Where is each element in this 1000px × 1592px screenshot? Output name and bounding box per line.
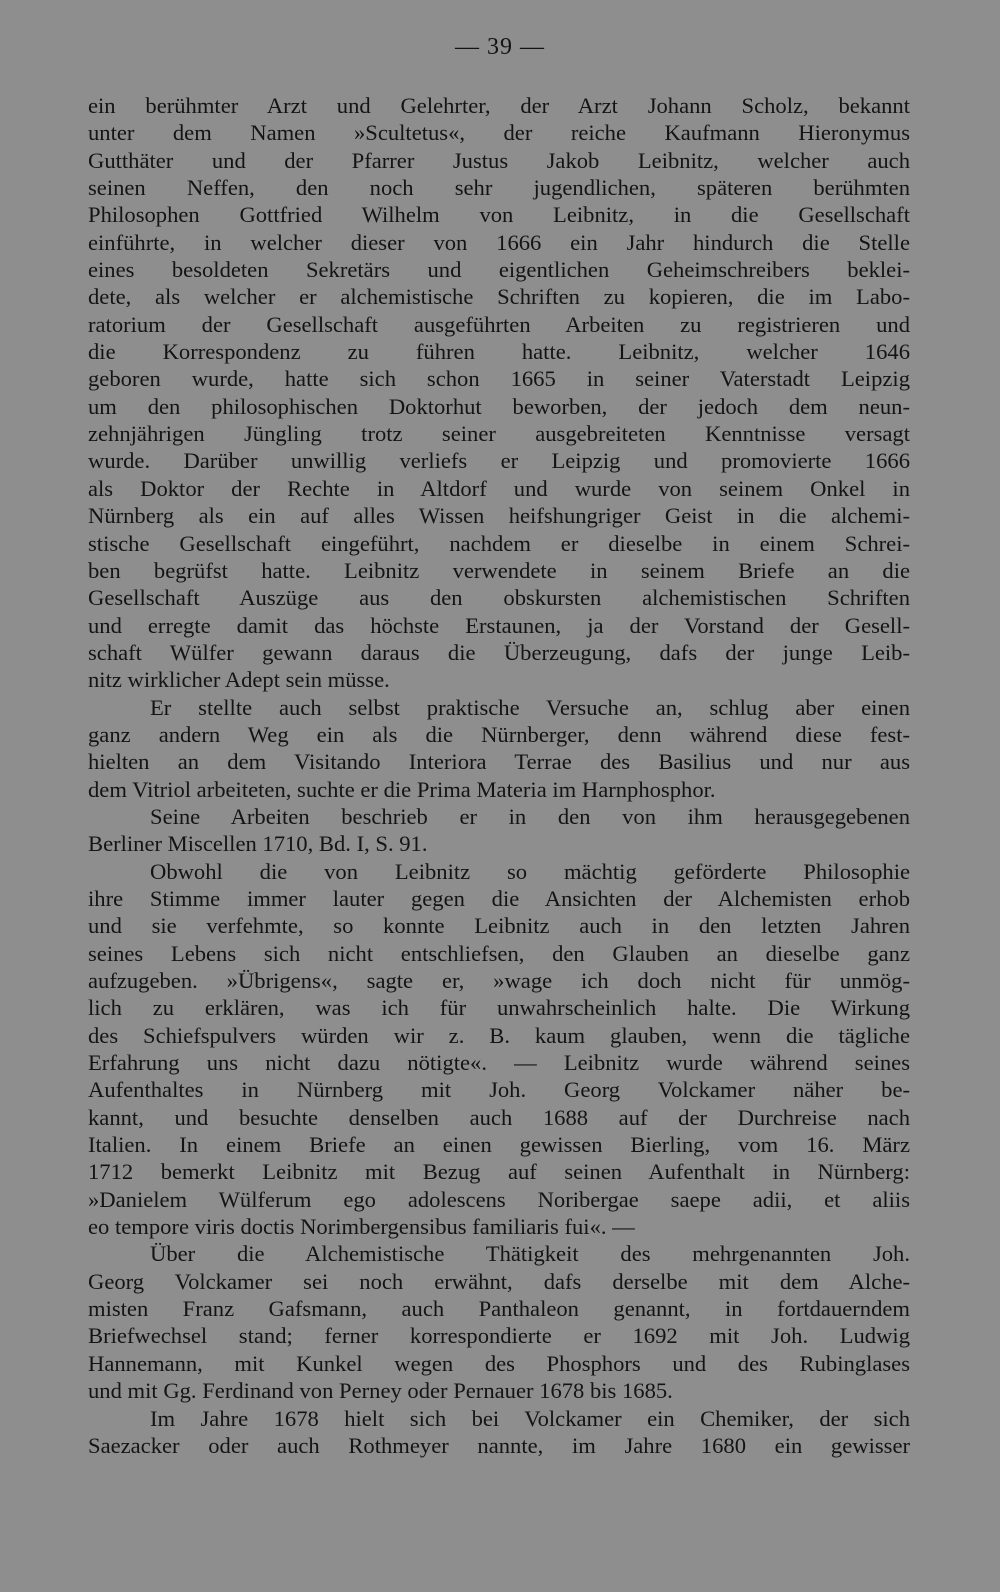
text-line: dem Vitriol arbeiteten, suchte er die Prima Materia im Harnphosphor. [88,776,716,802]
text-line: ein berühmter Arzt und Gelehrter, der Arzt Johann Scholz, bekannt [88,93,910,118]
text-line: des Schiefspulvers würden wir z. B. kaum glauben, wenn die tägliche [88,1022,910,1048]
text-line: misten Franz Gafsmann, auch Panthaleon genannt, in fortdauerndem [88,1296,910,1322]
body-text [88,92,910,1459]
text-line: Hannemann, mit Kunkel wegen des Phosphors und des Rubinglases [88,1350,910,1376]
text-line: eines besoldeten Sekretärs und eigentlichen Geheimschreibers beklei- [88,257,910,283]
text-line: dete, als welcher er alchemistische Schriften zu kopieren, die im Labo- [88,284,910,310]
text-line: ganz andern Weg ein als die Nürnberger, denn während diese fest- [88,721,910,747]
text-line: Aufenthaltes in Nürnberg mit Joh. Georg Volckamer näher be- [88,1077,910,1103]
text-line: wurde. Darüber unwillig verliefs er Leipzig und promovierte 1666 [88,448,910,474]
text-line: aufzugeben. »Übrigens«, sagte er, »wage ich doch nicht für unmög- [88,968,910,993]
text-line: seines Lebens sich nicht entschliefsen, den Glauben an dieselbe ganz [88,940,910,966]
text-line: Saezacker oder auch Rothmeyer nannte, im Jahre 1680 ein gewisser [88,1432,910,1458]
text-line: die Korrespondenz zu führen hatte. Leibnitz, welcher 1646 [88,339,910,365]
text-line: unter dem Namen »Scultetus«, der reiche Kaufmann Hieronymus [88,120,910,146]
text-line: Gesellschaft Auszüge aus den obskursten alchemistischen Schriften [88,585,910,611]
text-line: Gutthäter und der Pfarrer Justus Jakob Leibnitz, welcher auch [88,147,910,173]
text-line: stische Gesellschaft eingeführt, nachdem er dieselbe in einem Schrei- [88,530,910,556]
text-line: als Doktor der Rechte in Altdorf und wurde von seinem Onkel in [88,475,910,501]
text-line: zehnjährigen Jüngling trotz seiner ausgebreiteten Kenntnisse versagt [88,421,910,447]
text-line: Er stellte auch selbst praktische Versuche an, schlug aber einen [150,694,910,720]
text-line: eo tempore viris doctis Norimbergensibus familiaris fui«. — [88,1214,635,1240]
text-line: ihre Stimme immer lauter gegen die Ansichten der Alchemisten erhob [88,885,910,911]
text-line: Über die Alchemistische Thätigkeit des mehrgenannten Joh. [150,1241,910,1267]
text-line: einführte, in welcher dieser von 1666 ein Jahr hindurch die Stelle [88,229,910,255]
text-line: nitz wirklicher Adept sein müsse. [88,667,390,693]
text-line: geboren wurde, hatte sich schon 1665 in seiner Vaterstadt Leipzig [88,366,910,392]
text-line: »Danielem Wülferum ego adolescens Noribergae saepe adii, et aliis [88,1186,910,1212]
text-line: seinen Neffen, den noch sehr jugendlichen, späteren berühmten [88,175,910,201]
text-line: lich zu erklären, was ich für unwahrscheinlich halte. Die Wirkung [88,995,910,1021]
text-line: Obwohl die von Leibnitz so mächtig geförderte Philosophie [150,858,910,884]
text-line: und mit Gg. Ferdinand von Perney oder Pernauer 1678 bis 1685. [88,1378,673,1404]
text-line: 1712 bemerkt Leibnitz mit Bezug auf seinen Aufenthalt in Nürnberg: [88,1159,910,1185]
text-line: Berliner Miscellen 1710, Bd. I, S. 91. [88,831,428,857]
text-line: Nürnberg als ein auf alles Wissen heifshungriger Geist in die alchemi- [88,503,910,529]
text-line: ratorium der Gesellschaft ausgeführten Arbeiten zu registrieren und [88,311,910,337]
text-line: um den philosophischen Doktorhut beworben, der jedoch dem neun- [88,393,910,419]
text-line: Georg Volckamer sei noch erwähnt, dafs derselbe mit dem Alche- [88,1268,910,1294]
text-line: und sie verfehmte, so konnte Leibnitz auch in den letzten Jahren [88,913,910,939]
text-line: ben begrüfst hatte. Leibnitz verwendete in seinem Briefe an die [88,557,910,583]
text-line: Briefwechsel stand; ferner korrespondierte er 1692 mit Joh. Ludwig [88,1323,910,1349]
text-line: hielten an dem Visitando Interiora Terrae des Basilius und nur aus [88,749,910,775]
text-line: Im Jahre 1678 hielt sich bei Volckamer ein Chemiker, der sich [150,1405,910,1431]
text-line: Philosophen Gottfried Wilhelm von Leibnitz, in die Gesellschaft [88,202,910,228]
text-line: Italien. In einem Briefe an einen gewissen Bierling, vom 16. März [88,1132,910,1158]
text-line: Seine Arbeiten beschrieb er in den von ihm herausgegebenen [150,803,910,829]
text-line: und erregte damit das höchste Erstaunen, ja der Vorstand der Gesell- [88,612,910,638]
page-number: — 39 — [455,34,545,60]
text-line: Erfahrung uns nicht dazu nötigte«. — Leibnitz wurde während seines [88,1050,910,1076]
text-line: kannt, und besuchte denselben auch 1688 auf der Durchreise nach [88,1104,910,1130]
text-line: schaft Wülfer gewann daraus die Überzeugung, dafs der junge Leib- [88,639,910,665]
